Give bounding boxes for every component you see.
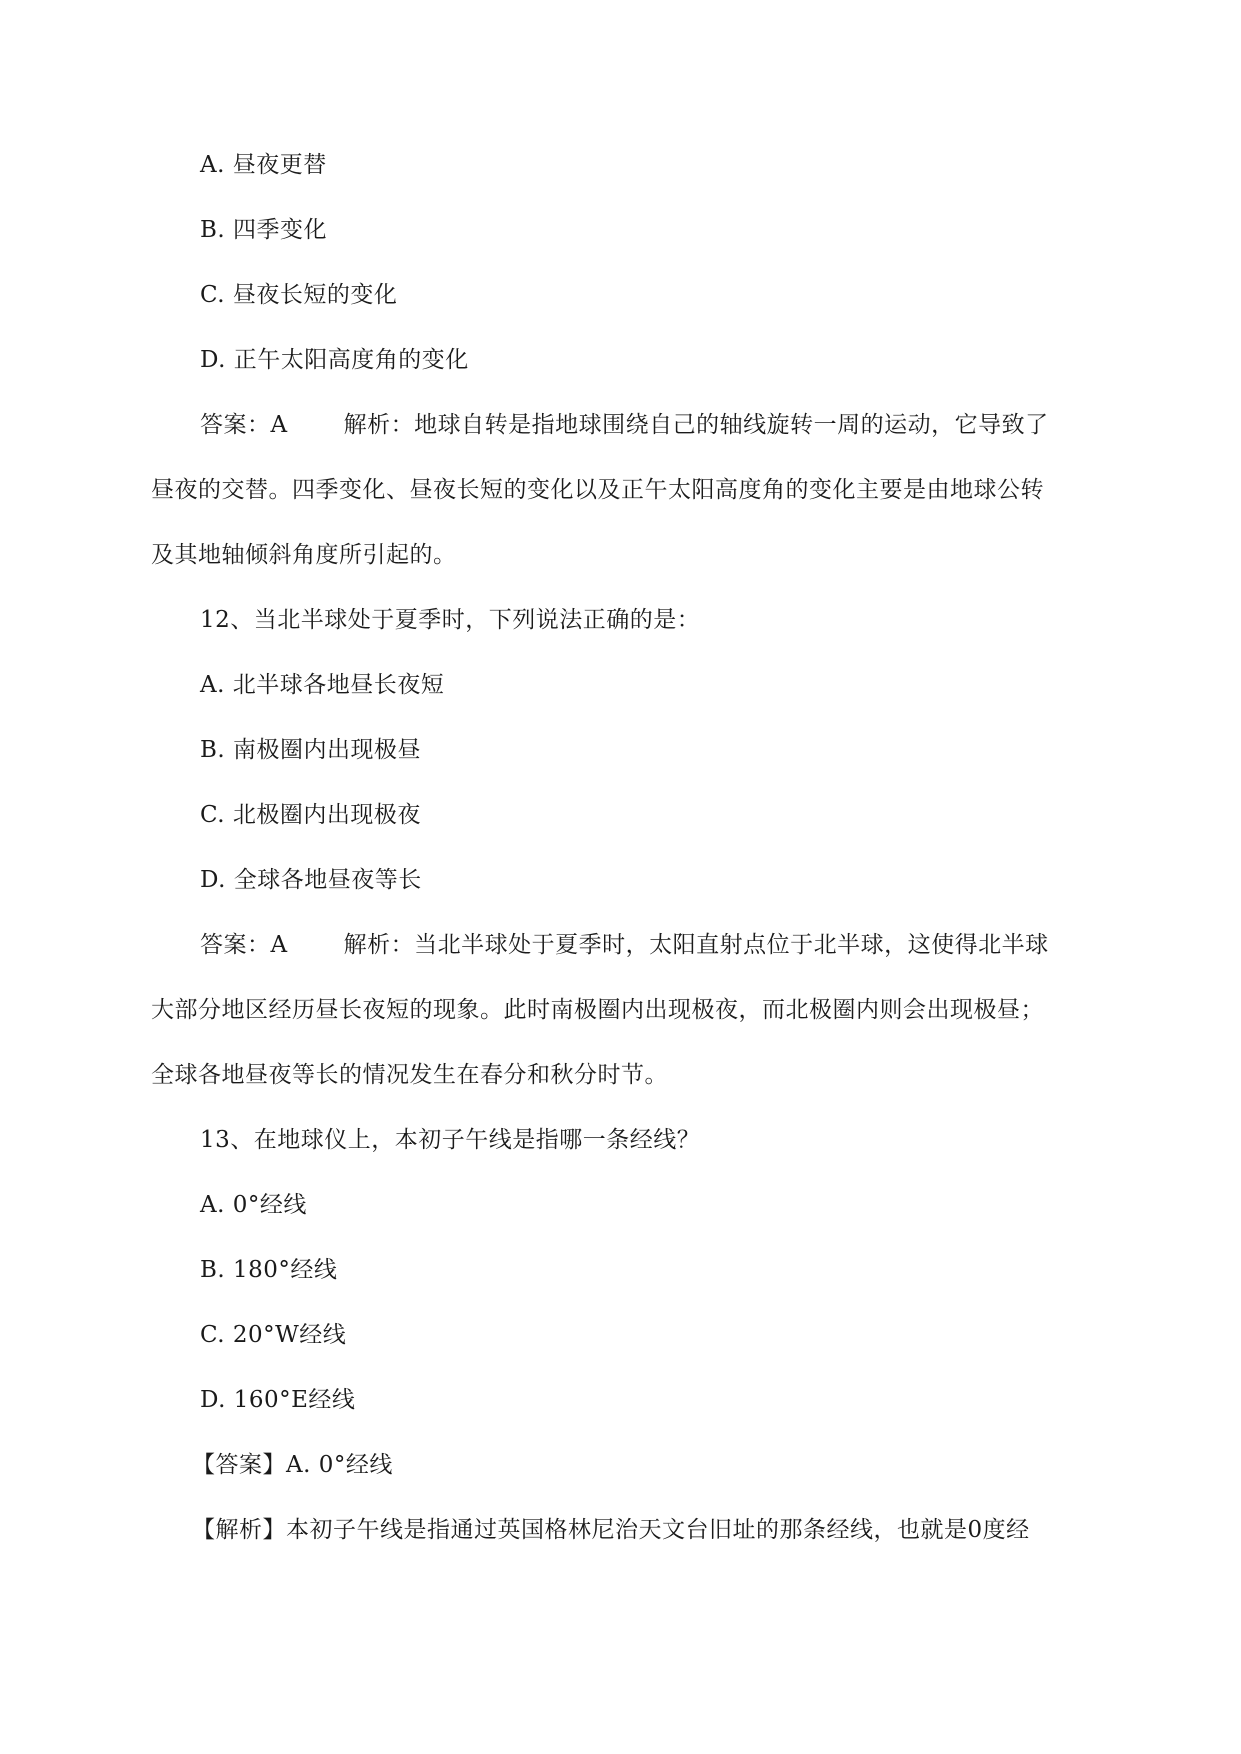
q12-option-d: D. 全球各地昼夜等长 <box>200 867 422 893</box>
q12-option-a: A. 北半球各地昼长夜短 <box>200 672 445 698</box>
q12-question: 12、当北半球处于夏季时，下列说法正确的是： <box>200 607 701 633</box>
q12-analysis-1: 解析：当北半球处于夏季时，太阳直射点位于北半球，这使得北半球 <box>343 932 1049 958</box>
q11-option-a: A. 昼夜更替 <box>200 152 327 178</box>
q13-option-a: A. 0°经线 <box>200 1192 307 1218</box>
q12-answer-line <box>200 930 1049 960</box>
q13-analysis: 【解析】本初子午线是指通过英国格林尼治天文台旧址的那条经线，也就是0度经 <box>192 1517 1030 1543</box>
q12-option-b: B. 南极圈内出现极昼 <box>200 737 422 763</box>
q11-answer: 答案：A <box>200 412 288 438</box>
q12-analysis-2: 大部分地区经历昼长夜短的现象。此时南极圈内出现极夜，而北极圈内则会出现极昼； <box>151 997 1044 1023</box>
q13-option-c: C. 20°W经线 <box>200 1322 347 1348</box>
q11-answer-line <box>200 410 1049 440</box>
q11-analysis-3: 及其地轴倾斜角度所引起的。 <box>151 542 457 568</box>
q13-option-d: D. 160°E经线 <box>200 1387 356 1413</box>
q11-analysis-2: 昼夜的交替。四季变化、昼夜长短的变化以及正午太阳高度角的变化主要是由地球公转 <box>151 477 1044 503</box>
q11-option-c: C. 昼夜长短的变化 <box>200 282 398 308</box>
q13-question: 13、在地球仪上，本初子午线是指哪一条经线？ <box>200 1127 701 1153</box>
q13-answer: 【答案】A. 0°经线 <box>192 1452 393 1478</box>
q11-analysis-1: 解析：地球自转是指地球围绕自己的轴线旋转一周的运动，它导致了 <box>343 412 1049 438</box>
q11-option-b: B. 四季变化 <box>200 217 328 243</box>
q12-answer: 答案：A <box>200 932 288 958</box>
q13-option-b: B. 180°经线 <box>200 1257 338 1283</box>
q11-option-d: D. 正午太阳高度角的变化 <box>200 347 469 373</box>
q12-analysis-3: 全球各地昼夜等长的情况发生在春分和秋分时节。 <box>151 1062 668 1088</box>
q12-option-c: C. 北极圈内出现极夜 <box>200 802 421 828</box>
